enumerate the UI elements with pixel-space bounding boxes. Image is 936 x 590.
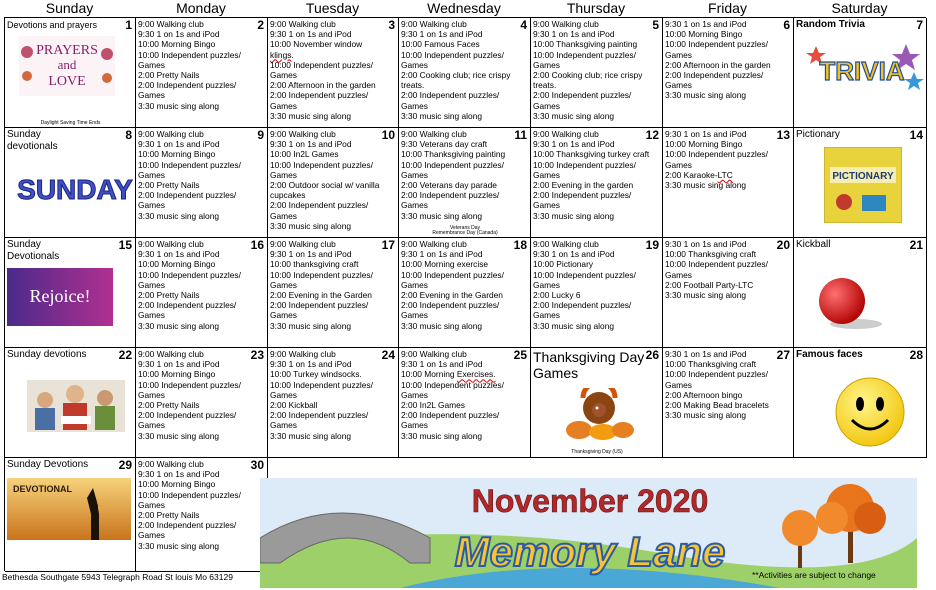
day-number: 14	[909, 128, 923, 142]
prayers-love-image	[19, 36, 115, 96]
day-cell-25	[399, 348, 531, 458]
day-cell-28	[794, 348, 927, 458]
turkey-pumpkins-icon	[563, 388, 635, 440]
header-sunday: Sunday	[45, 0, 94, 16]
day-cell-9	[136, 128, 268, 238]
day-title: Random Trivia	[796, 19, 865, 30]
day-number: 28	[909, 348, 923, 362]
day-cell-16	[136, 238, 268, 348]
day-activities: 9:00 Walking club 9:30 1 on 1s and iPod 10:00 Morning Exercises. 10:00 Independent puzzles/ Games 2:00 In2L Games 2:00 Independent puzzles/ Games 3:30 music sing along	[401, 349, 504, 441]
day-cell-22	[5, 348, 136, 458]
day-title: Sunday devotions	[7, 349, 87, 360]
header-thursday: Thursday	[566, 0, 626, 16]
day-cell-20	[663, 238, 794, 348]
header-wednesday: Wednesday	[427, 0, 501, 16]
day-title: Sunday devotionals	[7, 129, 58, 152]
day-cell-15	[5, 238, 136, 348]
day-number: 16	[250, 238, 264, 252]
day-activities: 9:00 Walking club 9:30 1 on 1s and iPod 10:00 November window klings. 10:00 Independent puzzles/ Games 2:00 Afternoon in the garden 2:00 Independent puzzles/ Games 3:30 music sing along	[270, 19, 376, 121]
day-cell-30	[136, 458, 268, 572]
day-cell-5	[531, 18, 663, 128]
header-monday: Monday	[176, 0, 226, 16]
day-number: 4	[520, 18, 527, 32]
devotional-text: DEVOTIONAL	[13, 484, 73, 494]
footer-address: Bethesda Southgate 5943 Telegraph Road St louis Mo 63129	[2, 572, 233, 582]
pictionary-text: PICTIONARY	[832, 171, 894, 182]
day-number: 29	[118, 458, 132, 472]
day-activities: 9:00 Walking club 9:30 1 on 1s and iPod 10:00 Morning Bingo 10:00 Independent puzzles/ Games 2:00 Pretty Nails 2:00 Independent puzzles/ Games 3:30 music sing along	[138, 19, 241, 111]
day-caption: Veterans Day Remembrance Day (Canada)	[432, 225, 498, 236]
day-number: 22	[118, 348, 132, 362]
day-cell-13	[663, 128, 794, 238]
day-title: Pictionary	[796, 129, 840, 140]
day-cell-10	[268, 128, 399, 238]
pictionary-box-image	[824, 147, 902, 223]
day-cell-6	[663, 18, 794, 128]
rejoice-text: Rejoice!	[29, 286, 91, 306]
day-number: 7	[916, 18, 923, 32]
day-title: Kickball	[796, 239, 831, 250]
day-title: Sunday Devotionals	[7, 239, 60, 262]
rejoice-image	[7, 268, 113, 326]
day-number: 26	[645, 348, 659, 362]
day-number: 2	[257, 18, 264, 32]
prayers-text: PRAYERS	[36, 43, 98, 58]
day-activities: 9:00 Walking club 9:30 1 on 1s and iPod 10:00 Morning Bingo 10:00 Independent puzzles/ Games 2:00 Pretty Nails 2:00 Independent puzzles/ Games 3:30 music sing along	[138, 459, 241, 551]
day-number: 30	[250, 458, 264, 472]
day-cell-23	[136, 348, 268, 458]
day-title: Sunday Devotions	[7, 459, 89, 470]
day-cell-21	[794, 238, 927, 348]
day-cell-27	[663, 348, 794, 458]
day-cell-18	[399, 238, 531, 348]
day-cell-19	[531, 238, 663, 348]
day-activities: 9:00 Walking club 9:30 1 on 1s and iPod 10:00 Morning Bingo 10:00 Independent puzzles/ Games 2:00 Pretty Nails 2:00 Independent puzzles/ Games 3:30 music sing along	[138, 349, 241, 441]
day-cell-1	[5, 18, 136, 128]
day-cell-12	[531, 128, 663, 238]
day-activities: 9:00 Walking club 9:30 1 on 1s and iPod 10:00 Morning exercise 10:00 Independent puzzles/ Games 2:00 Evening in the Garden 2:00 Independent puzzles/ Games 3:30 music sing along	[401, 239, 504, 331]
day-cell-14	[794, 128, 927, 238]
day-number: 3	[388, 18, 395, 32]
trivia-image	[806, 42, 924, 94]
day-caption: Thanksgiving Day (US)	[571, 449, 623, 455]
day-cell-8	[5, 128, 136, 238]
day-number: 19	[645, 238, 659, 252]
day-activities: 9:00 Walking club 9:30 1 on 1s and iPod 10:00 Pictionary 10:00 Independent puzzles/ Games 2:00 Lucky 6 2:00 Independent puzzles/ Games 3:30 music sing along	[533, 239, 636, 331]
sunday-text: SUNDAY	[17, 174, 133, 205]
day-number: 15	[118, 238, 132, 252]
smiley-face-icon	[834, 376, 906, 448]
header-friday: Friday	[708, 0, 747, 16]
day-activities: 9:00 Walking club 9:30 1 on 1s and iPod 10:00 In2L Games 10:00 Independent puzzles/ Games 2:00 Outdoor social w/ vanilla cupcakes 2:00 Independent puzzles/ Games 3:30 music sing along	[270, 129, 380, 231]
day-number: 20	[776, 238, 790, 252]
day-activities: 9:30 1 on 1s and iPod 10:00 Thanksgiving craft 10:00 Independent puzzles/ Games 2:00 Football Party-LTC 3:30 music sing along	[665, 239, 768, 301]
trivia-text: TRIVIA	[819, 56, 905, 86]
day-number: 12	[645, 128, 659, 142]
day-activities: 9:00 Walking club 9:30 Veterans day craft 10:00 Thanksgiving painting 10:00 Independent puzzles/ Games 2:00 Veterans day parade 2:00 Independent puzzles/ Games 3:30 music sing along	[401, 129, 506, 221]
day-number: 21	[909, 238, 923, 252]
red-ball-icon	[816, 276, 886, 330]
header-saturday: Saturday	[831, 0, 888, 16]
day-number: 6	[783, 18, 790, 32]
day-number: 25	[513, 348, 527, 362]
header-tuesday: Tuesday	[305, 0, 360, 16]
day-activities: 9:00 Walking club 9:30 1 on 1s and iPod 10:00 Morning Bingo 10:00 Independent puzzles/ Games 2:00 Pretty Nails 2:00 Independent puzzles/ Games 3:30 music sing along	[138, 129, 241, 221]
day-cell-26	[531, 348, 663, 458]
day-number: 10	[381, 128, 395, 142]
day-activities: 9:30 1 on 1s and iPod 10:00 Morning Bingo 10:00 Independent puzzles/ Games 2:00 Karaoke-LTC 3:30 music sing along	[665, 129, 768, 191]
day-title: Thanksgiving Day Games	[533, 349, 645, 381]
day-number: 9	[257, 128, 264, 142]
sunday-image	[17, 170, 133, 206]
and-text: and	[57, 57, 77, 72]
day-number: 24	[381, 348, 395, 362]
day-cell-17	[268, 238, 399, 348]
day-number: 8	[125, 128, 132, 142]
day-number: 1	[125, 18, 132, 32]
day-cell-7	[794, 18, 927, 128]
day-activities: 9:00 Walking club 9:30 1 on 1s and iPod 10:00 thanksgiving craft 10:00 Independent puzzles/ Games 2:00 Evening in the Garden 2:00 Independent puzzles/ Games 3:30 music sing along	[270, 239, 373, 331]
day-number: 13	[776, 128, 790, 142]
day-activities: 9:00 Walking club 9:30 1 on 1s and iPod 10:00 Famous Faces 10:00 Independent puzzles/ Games 2:00 Cooking club; rice crispy treats. 2:00 Independent puzzles/ Games 3:30 music sing along	[401, 19, 511, 121]
day-cell-24	[268, 348, 399, 458]
family-reading-image	[27, 380, 125, 432]
day-activities: 9:00 Walking club 9:30 1 on 1s and iPod 10:00 Thanksgiving turkey craft 10:00 Independent puzzles/ Games 2:00 Evening in the garden 2:00 Independent puzzles/ Games 3:30 music sing along	[533, 129, 650, 221]
day-number: 18	[513, 238, 527, 252]
day-activities: 9:00 Walking club 9:30 1 on 1s and iPod 10:00 Turkey windsocks. 10:00 Independent puzzles/ Games 2:00 Kickball 2:00 Independent puzzles/ Games 3:30 music sing along	[270, 349, 373, 441]
day-caption: Daylight Saving Time Ends	[40, 120, 101, 126]
banner-theme: Memory Lane	[454, 528, 726, 575]
day-number: 23	[250, 348, 264, 362]
day-title: Devotions and prayers	[7, 20, 98, 30]
day-number: 27	[776, 348, 790, 362]
day-activities: 9:30 1 on 1s and iPod 10:00 Morning Bingo 10:00 Independent puzzles/ Games 2:00 Afternoon in the garden 2:00 Independent puzzles/ Games 3:30 music sing along	[665, 19, 771, 101]
day-cell-11	[399, 128, 531, 238]
love-text: LOVE	[48, 74, 86, 89]
day-number: 5	[652, 18, 659, 32]
day-cell-3	[268, 18, 399, 128]
day-title: Famous faces	[796, 349, 863, 360]
day-cell-29	[5, 458, 136, 572]
day-number: 17	[381, 238, 395, 252]
day-cell-2	[136, 18, 268, 128]
day-cell-4	[399, 18, 531, 128]
day-number: 11	[514, 128, 527, 142]
day-activities: 9:00 Walking club 9:30 1 on 1s and iPod 10:00 Morning Bingo 10:00 Independent puzzles/ Games 2:00 Pretty Nails 2:00 Independent puzzles/ Games 3:30 music sing along	[138, 239, 241, 331]
activities-note: **Activities are subject to change	[752, 570, 876, 580]
day-activities: 9:30 1 on 1s and iPod 10:00 Thanksgiving craft 10:00 Independent puzzles/ Games 2:00 Afternoon bingo 2:00 Making Bead bracelets 3:30 music sing along	[665, 349, 769, 421]
devotional-image	[7, 478, 131, 540]
day-activities: 9:00 Walking club 9:30 1 on 1s and iPod 10:00 Thanksgiving painting 10:00 Independent puzzles/ Games 2:00 Cooking club; rice crispy treats. 2:00 Independent puzzles/ Games 3:30 music sing along	[533, 19, 643, 121]
banner-month: November 2020	[471, 483, 709, 519]
